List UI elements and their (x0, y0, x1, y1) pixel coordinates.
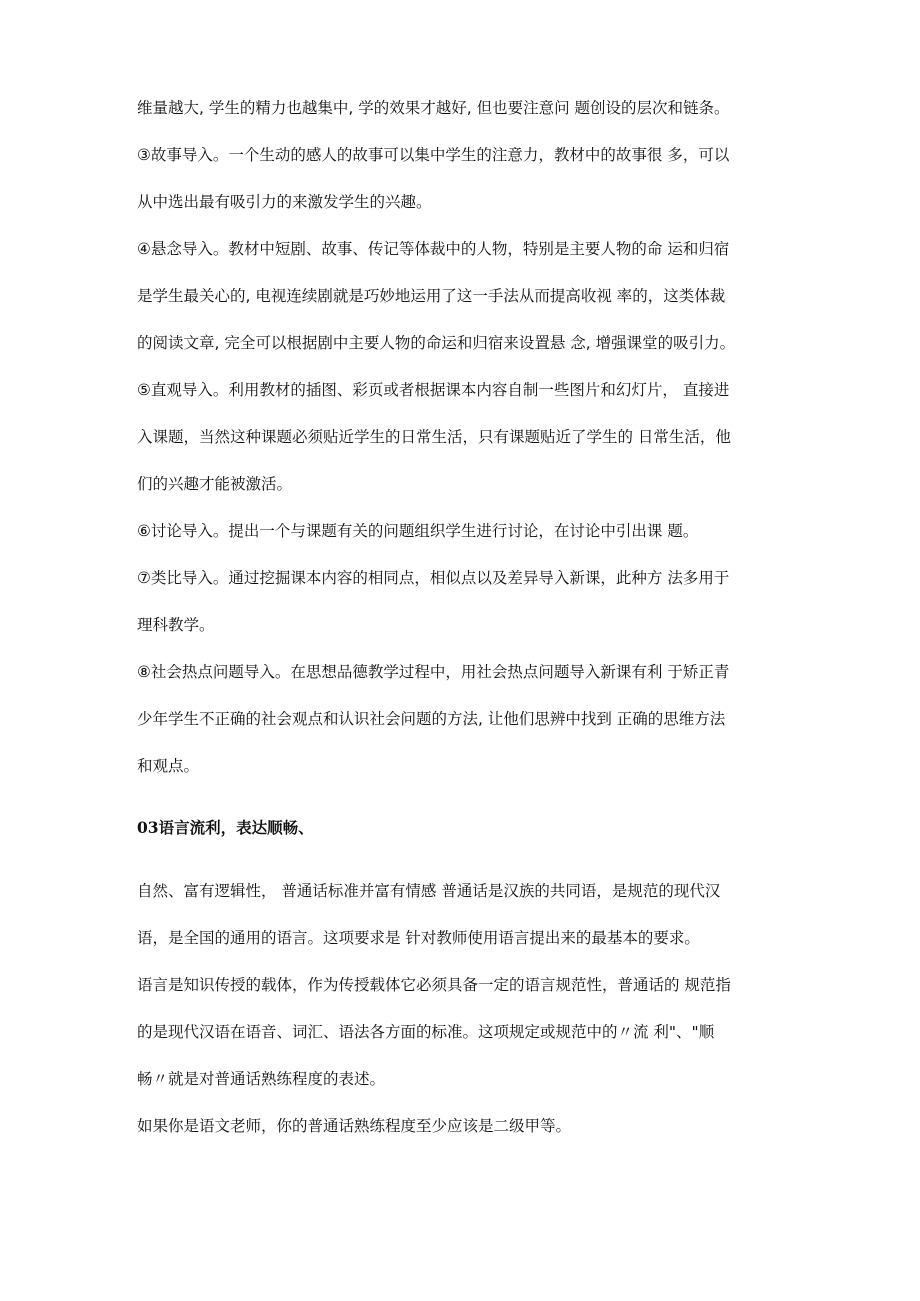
paragraph-line: 的阅读文章, 完全可以根据剧中主要人物的命运和归宿来设置悬 念, 增强课堂的吸引力。 (137, 334, 736, 352)
paragraph-line: 畅〃就是对普通话熟练程度的表述。 (137, 1070, 386, 1088)
paragraph-line: ⑦类比导入。通过挖掘课本内容的相同点，相似点以及差异导入新课，此种方 法多用于 (137, 569, 730, 587)
paragraph-line: 少年学生不正确的社会观点和认识社会问题的方法, 让他们思辨中找到 正确的思维方法 (137, 710, 726, 728)
paragraph-line: 的是现代汉语在语音、词汇、语法各方面的标准。这项规定或规范中的〃流 利"、"顺 (137, 1023, 715, 1041)
paragraph-line: 如果你是语文老师，你的普通话熟练程度至少应该是二级甲等。 (137, 1117, 572, 1135)
paragraph-line: 和观点。 (137, 757, 200, 775)
paragraph-line: 语，是全国的通用的语言。这项要求是 针对教师使用语言提出来的最基本的要求。 (137, 929, 700, 947)
paragraph-line: ⑤直观导入。利用教材的插图、彩页或者根据课本内容自制一些图片和幻灯片， 直接进 (137, 381, 730, 399)
paragraph-line: ③故事导入。一个生动的感人的故事可以集中学生的注意力，教材中的故事很 多，可以 (137, 146, 730, 164)
paragraph-line: 从中选出最有吸引力的来激发学生的兴趣。 (137, 193, 432, 211)
paragraph-line: 理科教学。 (137, 616, 215, 634)
paragraph-line: ⑥讨论导入。提出一个与课题有关的问题组织学生进行讨论，在讨论中引出课 题。 (137, 522, 699, 540)
section-heading: 03语言流利，表达顺畅、 (137, 818, 314, 837)
paragraph-line: 维量越大, 学生的精力也越集中, 学的效果才越好, 但也要注意问 题创设的层次和链条。 (137, 99, 730, 117)
paragraph-line: 语言是知识传授的载体，作为传授载体它必须具备一定的语言规范性，普通话的 规范指 (137, 976, 731, 994)
paragraph-line: 自然、富有逻辑性， 普通话标准并富有情感 普通话是汉族的共同语，是规范的现代汉 (137, 882, 721, 900)
paragraph-line: 是学生最关心的, 电视连续剧就是巧妙地运用了这一手法从而提高收视 率的，这类体裁 (137, 287, 726, 305)
paragraph-line: 们的兴趣才能被激活。 (137, 475, 293, 493)
paragraph-line: ⑧社会热点问题导入。在思想品德教学过程中，用社会热点问题导入新课有利 于矫正青 (137, 663, 730, 681)
paragraph-line: ④悬念导入。教材中短剧、故事、传记等体裁中的人物，特别是主要人物的命 运和归宿 (137, 240, 730, 258)
paragraph-line: 入课题，当然这种课题必须贴近学生的日常生活，只有课题贴近了学生的 日常生活，他 (137, 428, 731, 446)
